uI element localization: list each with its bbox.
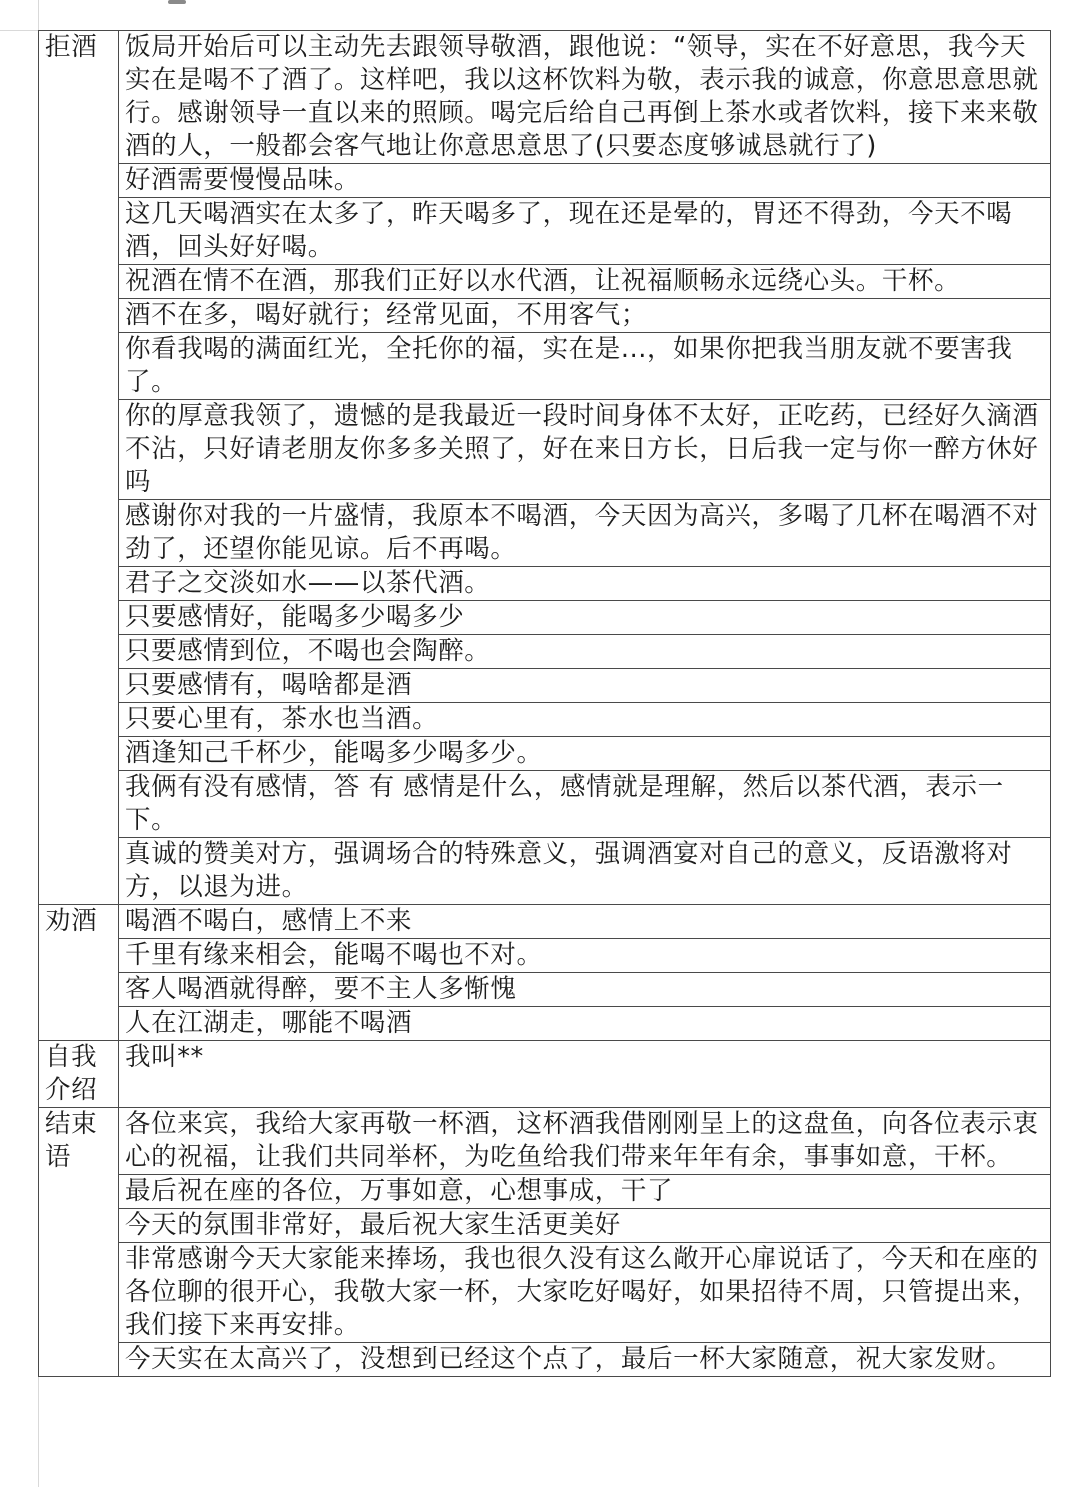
phrase-cell[interactable]: 非常感谢今天大家能来捧场，我也很久没有这么敞开心扉说话了，今天和在座的各位聊的很开心，我敬大家一杯，大家吃好喝好，如果招待不周，只管提出来，我们接下来再安排。	[119, 1243, 1051, 1343]
table-row	[39, 198, 1051, 265]
table-row	[39, 567, 1051, 601]
phrase-cell[interactable]: 人在江湖走，哪能不喝酒	[119, 1007, 1051, 1041]
phrase-cell[interactable]: 我叫**	[119, 1041, 1051, 1108]
phrase-cell[interactable]: 只要心里有，茶水也当酒。	[119, 703, 1051, 737]
phrase-cell[interactable]: 只要感情有，喝啥都是酒	[119, 669, 1051, 703]
table-row	[39, 669, 1051, 703]
table-row	[39, 771, 1051, 838]
table-row	[39, 500, 1051, 567]
table-row	[39, 164, 1051, 198]
category-cell[interactable]: 结束语	[39, 1108, 119, 1377]
phrase-cell[interactable]: 客人喝酒就得醉，要不主人多惭愧	[119, 973, 1051, 1007]
table-row	[39, 973, 1051, 1007]
table-row	[39, 299, 1051, 333]
table-row	[39, 1343, 1051, 1377]
phrase-cell[interactable]: 你看我喝的满面红光，全托你的福，实在是...，如果你把我当朋友就不要害我了。	[119, 333, 1051, 400]
phrase-cell[interactable]: 祝酒在情不在酒，那我们正好以水代酒，让祝福顺畅永远绕心头。干杯。	[119, 265, 1051, 299]
table-row	[39, 838, 1051, 905]
phrase-cell[interactable]: 我俩有没有感情，答 有 感情是什么，感情就是理解，然后以茶代酒，表示一下。	[119, 771, 1051, 838]
table-row	[39, 1243, 1051, 1343]
phrase-cell[interactable]: 最后祝在座的各位，万事如意，心想事成，干了	[119, 1175, 1051, 1209]
table-row	[39, 400, 1051, 500]
phrase-cell[interactable]: 今天实在太高兴了，没想到已经这个点了，最后一杯大家随意，祝大家发财。	[119, 1343, 1051, 1377]
phrase-table	[38, 30, 1051, 1377]
phrase-table-body	[39, 31, 1051, 1377]
gridline	[0, 30, 38, 31]
phrase-cell[interactable]: 真诚的赞美对方，强调场合的特殊意义，强调酒宴对自己的意义，反语激将对方，以退为进。	[119, 838, 1051, 905]
phrase-cell[interactable]: 只要感情好，能喝多少喝多少	[119, 601, 1051, 635]
table-row	[39, 333, 1051, 400]
phrase-cell[interactable]: 饭局开始后可以主动先去跟领导敬酒，跟他说：“领导，实在不好意思，我今天实在是喝不了酒了。这样吧，我以这杯饮料为敬，表示我的诚意，你意思意思就行。感谢领导一直以来的照顾。喝完后给自己再倒上茶水或者饮料，接下来来敬酒的人，一般都会客气地让你意思意思了(只要态度够诚恳就行了)	[119, 31, 1051, 164]
table-row	[39, 1175, 1051, 1209]
table-row	[39, 1041, 1051, 1108]
phrase-cell[interactable]: 各位来宾，我给大家再敬一杯酒，这杯酒我借刚刚呈上的这盘鱼，向各位表示衷心的祝福，让我们共同举杯，为吃鱼给我们带来年年有余，事事如意，干杯。	[119, 1108, 1051, 1175]
table-row	[39, 31, 1051, 164]
table-row	[39, 1108, 1051, 1175]
table-row	[39, 1007, 1051, 1041]
phrase-cell[interactable]: 感谢你对我的一片盛情，我原本不喝酒，今天因为高兴，多喝了几杯在喝酒不对劲了，还望你能见谅。后不再喝。	[119, 500, 1051, 567]
table-row	[39, 601, 1051, 635]
phrase-cell[interactable]: 这几天喝酒实在太多了，昨天喝多了，现在还是晕的，胃还不得劲，今天不喝酒，回头好好喝。	[119, 198, 1051, 265]
table-row	[39, 703, 1051, 737]
toolbar-fragment	[168, 0, 186, 4]
phrase-cell[interactable]: 你的厚意我领了，遗憾的是我最近一段时间身体不太好，正吃药，已经好久滴酒不沾，只好请老朋友你多多关照了，好在来日方长，日后我一定与你一醉方休好吗	[119, 400, 1051, 500]
table-row	[39, 1209, 1051, 1243]
table-row	[39, 905, 1051, 939]
table-row	[39, 265, 1051, 299]
phrase-cell[interactable]: 酒逢知己千杯少，能喝多少喝多少。	[119, 737, 1051, 771]
phrase-cell[interactable]: 只要感情到位，不喝也会陶醉。	[119, 635, 1051, 669]
phrase-cell[interactable]: 好酒需要慢慢品味。	[119, 164, 1051, 198]
phrase-cell[interactable]: 千里有缘来相会，能喝不喝也不对。	[119, 939, 1051, 973]
table-row	[39, 635, 1051, 669]
phrase-cell[interactable]: 君子之交淡如水——以茶代酒。	[119, 567, 1051, 601]
category-cell[interactable]: 劝酒	[39, 905, 119, 1041]
category-cell[interactable]: 拒酒	[39, 31, 119, 905]
phrase-cell[interactable]: 喝酒不喝白，感情上不来	[119, 905, 1051, 939]
category-cell[interactable]: 自我介绍	[39, 1041, 119, 1108]
phrase-cell[interactable]: 酒不在多，喝好就行；经常见面，不用客气；	[119, 299, 1051, 333]
phrase-cell[interactable]: 今天的氛围非常好，最后祝大家生活更美好	[119, 1209, 1051, 1243]
table-row	[39, 737, 1051, 771]
table-row	[39, 939, 1051, 973]
